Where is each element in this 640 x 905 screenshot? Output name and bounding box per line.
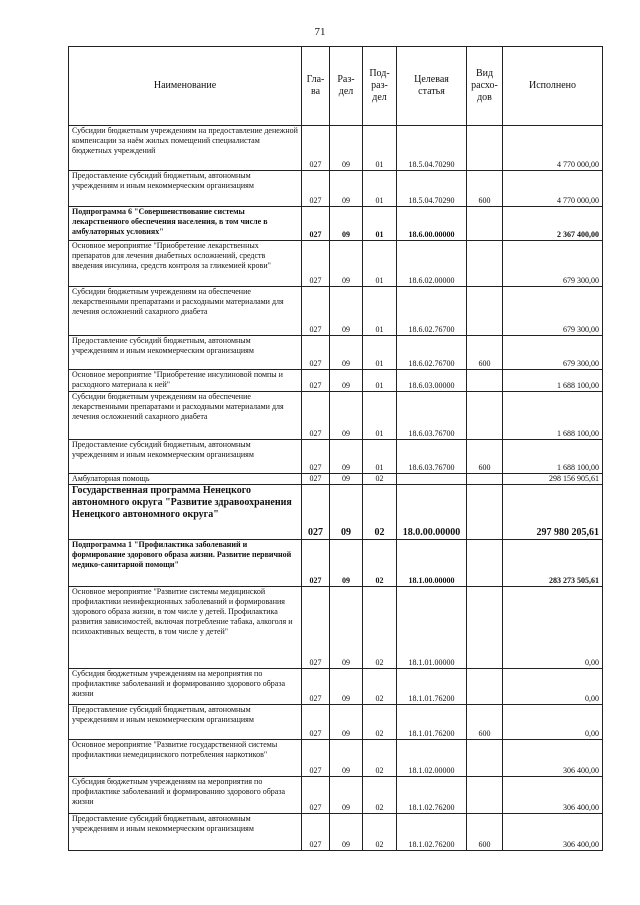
row-name: Субсидия бюджетным учреждениям на мероприятия по профилактике заболеваний и формированию здорового образа жизни bbox=[69, 669, 302, 705]
row-target: 18.1.01.76200 bbox=[397, 669, 467, 705]
row-subsection: 02 bbox=[363, 540, 397, 587]
row-amount: 679 300,00 bbox=[503, 336, 603, 370]
row-section: 09 bbox=[330, 705, 363, 740]
table-row bbox=[69, 740, 603, 777]
table-row bbox=[69, 207, 603, 241]
row-amount: 0,00 bbox=[503, 587, 603, 669]
table-row bbox=[69, 485, 603, 540]
row-amount: 679 300,00 bbox=[503, 241, 603, 287]
row-name: Предоставление субсидий бюджетным, автономным учреждениям и иным некоммерческим организациям bbox=[69, 440, 302, 474]
row-exp-type: 600 bbox=[467, 440, 503, 474]
row-exp-type: 600 bbox=[467, 171, 503, 207]
row-target: 18.1.02.00000 bbox=[397, 740, 467, 777]
row-target: 18.1.00.00000 bbox=[397, 540, 467, 587]
row-name: Подпрограмма 6 "Совершенствование системы лекарственного обеспечения населения, в том числе в амбулаторных условиях" bbox=[69, 207, 302, 241]
row-name: Основное мероприятие "Приобретение лекарственных препаратов для лечения диабетных осложнений, средств введения инсулина, средств контроля за гликемией крови" bbox=[69, 241, 302, 287]
row-section: 09 bbox=[330, 126, 363, 171]
table-row bbox=[69, 669, 603, 705]
row-amount: 0,00 bbox=[503, 705, 603, 740]
row-amount: 0,00 bbox=[503, 669, 603, 705]
row-exp-type bbox=[467, 392, 503, 440]
row-exp-type bbox=[467, 474, 503, 485]
row-target: 18.5.04.70290 bbox=[397, 171, 467, 207]
row-target: 18.6.02.76700 bbox=[397, 287, 467, 336]
row-target: 18.6.00.00000 bbox=[397, 207, 467, 241]
row-target: 18.6.02.00000 bbox=[397, 241, 467, 287]
row-target: 18.1.02.76200 bbox=[397, 814, 467, 851]
row-exp-type bbox=[467, 777, 503, 814]
row-section: 09 bbox=[330, 171, 363, 207]
row-subsection: 01 bbox=[363, 336, 397, 370]
row-subsection: 01 bbox=[363, 392, 397, 440]
row-subsection: 01 bbox=[363, 171, 397, 207]
header-exp-type: Вид расхо- дов bbox=[467, 47, 503, 126]
row-name: Основное мероприятие "Приобретение инсулиновой помпы и расходного материала к ней" bbox=[69, 370, 302, 392]
header-section: Раз- дел bbox=[330, 47, 363, 126]
row-name: Субсидия бюджетным учреждениям на мероприятия по профилактике заболеваний и формированию здорового образа жизни bbox=[69, 777, 302, 814]
row-chapter: 027 bbox=[302, 287, 330, 336]
row-section: 09 bbox=[330, 587, 363, 669]
row-subsection: 01 bbox=[363, 440, 397, 474]
row-exp-type bbox=[467, 241, 503, 287]
row-name: Основное мероприятие "Развитие государственной системы профилактики немедицинского потребления наркотиков" bbox=[69, 740, 302, 777]
row-name: Предоставление субсидий бюджетным, автономным учреждениям и иным некоммерческим организациям bbox=[69, 336, 302, 370]
table-row bbox=[69, 474, 603, 485]
header-target: Целевая статья bbox=[397, 47, 467, 126]
row-subsection: 02 bbox=[363, 587, 397, 669]
table-row bbox=[69, 287, 603, 336]
header-chapter: Гла- ва bbox=[302, 47, 330, 126]
row-amount: 1 688 100,00 bbox=[503, 440, 603, 474]
row-exp-type: 600 bbox=[467, 814, 503, 851]
row-subsection: 02 bbox=[363, 777, 397, 814]
row-chapter: 027 bbox=[302, 207, 330, 241]
table-row bbox=[69, 126, 603, 171]
row-section: 09 bbox=[330, 392, 363, 440]
row-amount: 2 367 400,00 bbox=[503, 207, 603, 241]
row-section: 09 bbox=[330, 241, 363, 287]
header-subsection: Под- раз- дел bbox=[363, 47, 397, 126]
row-amount: 306 400,00 bbox=[503, 740, 603, 777]
table-row bbox=[69, 587, 603, 669]
row-chapter: 027 bbox=[302, 370, 330, 392]
header-executed: Исполнено bbox=[503, 47, 603, 126]
row-chapter: 027 bbox=[302, 336, 330, 370]
table-row bbox=[69, 440, 603, 474]
row-chapter: 027 bbox=[302, 171, 330, 207]
row-amount: 4 770 000,00 bbox=[503, 126, 603, 171]
row-subsection: 02 bbox=[363, 669, 397, 705]
table-row bbox=[69, 171, 603, 207]
row-section: 09 bbox=[330, 440, 363, 474]
row-name: Субсидии бюджетным учреждениям на предоставление денежной компенсации за наём жилых помещений специалистам бюджетных учреждений bbox=[69, 126, 302, 171]
row-chapter: 027 bbox=[302, 126, 330, 171]
table-row bbox=[69, 370, 603, 392]
row-target: 18.1.01.76200 bbox=[397, 705, 467, 740]
row-section: 09 bbox=[330, 777, 363, 814]
row-subsection: 02 bbox=[363, 705, 397, 740]
row-target: 18.5.04.70290 bbox=[397, 126, 467, 171]
row-exp-type bbox=[467, 485, 503, 540]
row-section: 09 bbox=[330, 370, 363, 392]
row-amount: 297 980 205,61 bbox=[503, 485, 603, 540]
row-subsection: 01 bbox=[363, 370, 397, 392]
table-header-row bbox=[69, 47, 603, 126]
row-name: Предоставление субсидий бюджетным, автономным учреждениям и иным некоммерческим организациям bbox=[69, 814, 302, 851]
row-exp-type bbox=[467, 540, 503, 587]
row-target: 18.6.03.76700 bbox=[397, 392, 467, 440]
row-chapter: 027 bbox=[302, 392, 330, 440]
row-section: 09 bbox=[330, 287, 363, 336]
table-row bbox=[69, 705, 603, 740]
row-exp-type bbox=[467, 207, 503, 241]
row-name: Субсидии бюджетным учреждениям на обеспечение лекарственными препаратами и расходными материалами для лечения осложнений сахарного диабета bbox=[69, 392, 302, 440]
row-subsection: 01 bbox=[363, 241, 397, 287]
row-name: Предоставление субсидий бюджетным, автономным учреждениям и иным некоммерческим организациям bbox=[69, 171, 302, 207]
row-section: 09 bbox=[330, 474, 363, 485]
row-amount: 1 688 100,00 bbox=[503, 370, 603, 392]
row-chapter: 027 bbox=[302, 705, 330, 740]
row-name: Амбулаторная помощь bbox=[69, 474, 302, 485]
row-section: 09 bbox=[330, 540, 363, 587]
row-target: 18.6.02.76700 bbox=[397, 336, 467, 370]
row-subsection: 02 bbox=[363, 814, 397, 851]
row-subsection: 01 bbox=[363, 287, 397, 336]
table-row bbox=[69, 336, 603, 370]
row-name: Основное мероприятие "Развитие системы медицинской профилактики неинфекционных заболеваний и формирования здорового образа жизни, в том числе у детей. Профилактика развития зависимостей, включая потребление табака, алкоголя и психоактивных веществ, в том числе у детей" bbox=[69, 587, 302, 669]
row-chapter: 027 bbox=[302, 740, 330, 777]
row-name: Подпрограмма 1 "Профилактика заболеваний и формирование здорового образа жизни. Развитие первичной медико-санитарной помощи" bbox=[69, 540, 302, 587]
row-section: 09 bbox=[330, 485, 363, 540]
row-section: 09 bbox=[330, 207, 363, 241]
header-name: Наименование bbox=[69, 47, 302, 126]
row-subsection: 02 bbox=[363, 485, 397, 540]
row-target: 18.6.03.00000 bbox=[397, 370, 467, 392]
row-subsection: 02 bbox=[363, 740, 397, 777]
row-chapter: 027 bbox=[302, 241, 330, 287]
row-exp-type bbox=[467, 587, 503, 669]
row-section: 09 bbox=[330, 669, 363, 705]
row-chapter: 027 bbox=[302, 669, 330, 705]
row-name: Предоставление субсидий бюджетным, автономным учреждениям и иным некоммерческим организациям bbox=[69, 705, 302, 740]
row-target: 18.0.00.00000 bbox=[397, 485, 467, 540]
row-chapter: 027 bbox=[302, 474, 330, 485]
row-chapter: 027 bbox=[302, 777, 330, 814]
row-amount: 283 273 505,61 bbox=[503, 540, 603, 587]
row-exp-type: 600 bbox=[467, 705, 503, 740]
row-amount: 4 770 000,00 bbox=[503, 171, 603, 207]
row-target bbox=[397, 474, 467, 485]
row-exp-type bbox=[467, 740, 503, 777]
row-chapter: 027 bbox=[302, 587, 330, 669]
row-subsection: 01 bbox=[363, 207, 397, 241]
row-target: 18.1.01.00000 bbox=[397, 587, 467, 669]
row-section: 09 bbox=[330, 336, 363, 370]
row-target: 18.6.03.76700 bbox=[397, 440, 467, 474]
row-amount: 298 156 905,61 bbox=[503, 474, 603, 485]
row-exp-type bbox=[467, 370, 503, 392]
row-chapter: 027 bbox=[302, 814, 330, 851]
row-section: 09 bbox=[330, 740, 363, 777]
table-row bbox=[69, 241, 603, 287]
row-chapter: 027 bbox=[302, 540, 330, 587]
row-chapter: 027 bbox=[302, 485, 330, 540]
row-section: 09 bbox=[330, 814, 363, 851]
table-row bbox=[69, 392, 603, 440]
row-amount: 679 300,00 bbox=[503, 287, 603, 336]
page-number: 71 bbox=[314, 26, 326, 38]
table-row bbox=[69, 540, 603, 587]
row-amount: 306 400,00 bbox=[503, 814, 603, 851]
budget-table bbox=[68, 46, 603, 851]
row-amount: 1 688 100,00 bbox=[503, 392, 603, 440]
row-exp-type: 600 bbox=[467, 336, 503, 370]
table-row bbox=[69, 814, 603, 851]
row-name: Государственная программа Ненецкого автономного округа "Развитие здравоохранения Ненецкого автономного округа" bbox=[69, 485, 302, 540]
table-row bbox=[69, 777, 603, 814]
row-subsection: 01 bbox=[363, 126, 397, 171]
row-target: 18.1.02.76200 bbox=[397, 777, 467, 814]
row-name: Субсидии бюджетным учреждениям на обеспечение лекарственными препаратами и расходными материалами для лечения осложнений сахарного диабета bbox=[69, 287, 302, 336]
row-exp-type bbox=[467, 287, 503, 336]
row-exp-type bbox=[467, 669, 503, 705]
row-chapter: 027 bbox=[302, 440, 330, 474]
row-exp-type bbox=[467, 126, 503, 171]
row-subsection: 02 bbox=[363, 474, 397, 485]
row-amount: 306 400,00 bbox=[503, 777, 603, 814]
